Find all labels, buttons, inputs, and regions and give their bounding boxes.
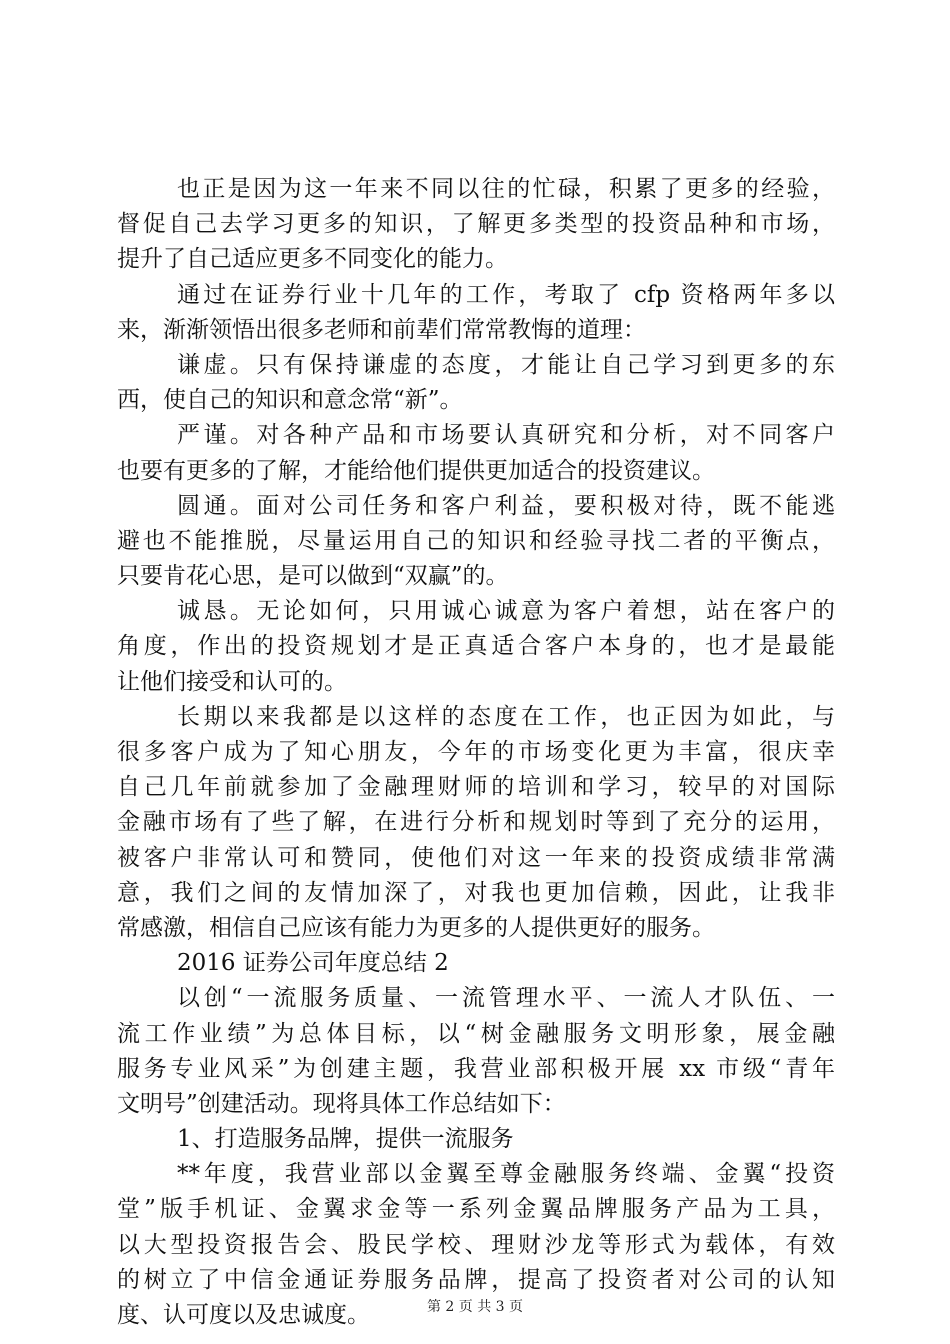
subsection-heading: 1、打造服务品牌，提供一流服务 [177, 1126, 514, 1153]
text-line: 谦虚。只有保持谦虚的态度，才能让自己学习到更多的东 [177, 351, 835, 378]
text-line: 严谨。对各种产品和市场要认真研究和分析，对不同客户 [177, 422, 835, 449]
text-line: 督促自己去学习更多的知识，了解更多类型的投资品种和市场， [117, 211, 835, 238]
text-line: 金融市场有了些了解，在进行分析和规划时等到了充分的运用， [117, 809, 835, 836]
text-line: 自己几年前就参加了金融理财师的培训和学习，较早的对国际 [117, 774, 835, 801]
text-line: 西，使自己的知识和意念常“新”。 [117, 387, 463, 414]
text-line: 长期以来我都是以这样的态度在工作，也正因为如此，与 [177, 703, 835, 730]
text-line: 角度，作出的投资规划才是正真适合客户本身的，也才是最能 [117, 633, 835, 660]
text-line: 服务专业风采”为创建主题，我营业部积极开展 xx 市级“青年 [117, 1055, 835, 1082]
text-line: 也正是因为这一年来不同以往的忙碌，积累了更多的经验， [177, 176, 835, 202]
text-line: 度、认可度以及忠诚度。 [117, 1302, 370, 1328]
text-line: 来，渐渐领悟出很多老师和前辈们常常教悔的道理： [117, 316, 646, 343]
text-line: 堂”版手机证、金翼求金等一系列金翼品牌服务产品为工具， [117, 1196, 835, 1223]
text-line: 也要有更多的了解，才能给他们提供更加适合的投资建议。 [117, 457, 715, 484]
section-heading: 2016 证券公司年度总结 2 [177, 950, 449, 977]
document-body [117, 172, 835, 1333]
text-line: 圆通。面对公司任务和客户利益，要积极对待，既不能逃 [177, 492, 835, 519]
text-line: 常感激，相信自己应该有能力为更多的人提供更好的服务。 [117, 914, 715, 941]
text-line: 很多客户成为了知心朋友，今年的市场变化更为丰富，很庆幸 [117, 739, 835, 765]
page-number-footer: 第 2 页 共 3 页 [426, 1299, 524, 1315]
text-line: **年度，我营业部以金翼至尊金融服务终端、金翼“投资 [177, 1161, 835, 1188]
text-line: 意，我们之间的友情加深了，对我也更加信赖，因此，让我非 [117, 879, 835, 906]
text-line: 被客户非常认可和赞同，使他们对这一年来的投资成绩非常满 [117, 844, 835, 871]
text-line: 诚恳。无论如何，只用诚心诚意为客户着想，站在客户的 [177, 598, 835, 625]
text-line: 以大型投资报告会、股民学校、理财沙龙等形式为载体，有效 [117, 1231, 835, 1258]
text-line: 的树立了中信金通证券服务品牌，提高了投资者对公司的认知 [117, 1266, 835, 1293]
text-line: 让他们接受和认可的。 [117, 668, 347, 695]
text-line: 只要肯花心思，是可以做到“双赢”的。 [117, 563, 509, 590]
text-line: 以创“一流服务质量、一流管理水平、一流人才队伍、一 [177, 985, 835, 1012]
text-line: 流工作业绩”为总体目标，以“树金融服务文明形象，展金融 [117, 1020, 835, 1047]
text-line: 提升了自己适应更多不同变化的能力。 [117, 246, 508, 273]
text-line: 文明号”创建活动。现将具体工作总结如下： [117, 1090, 566, 1117]
text-line: 通过在证券行业十几年的工作，考取了 cfp 资格两年多以 [177, 281, 835, 308]
text-line: 避也不能推脱，尽量运用自己的知识和经验寻找二者的平衡点， [117, 527, 835, 554]
